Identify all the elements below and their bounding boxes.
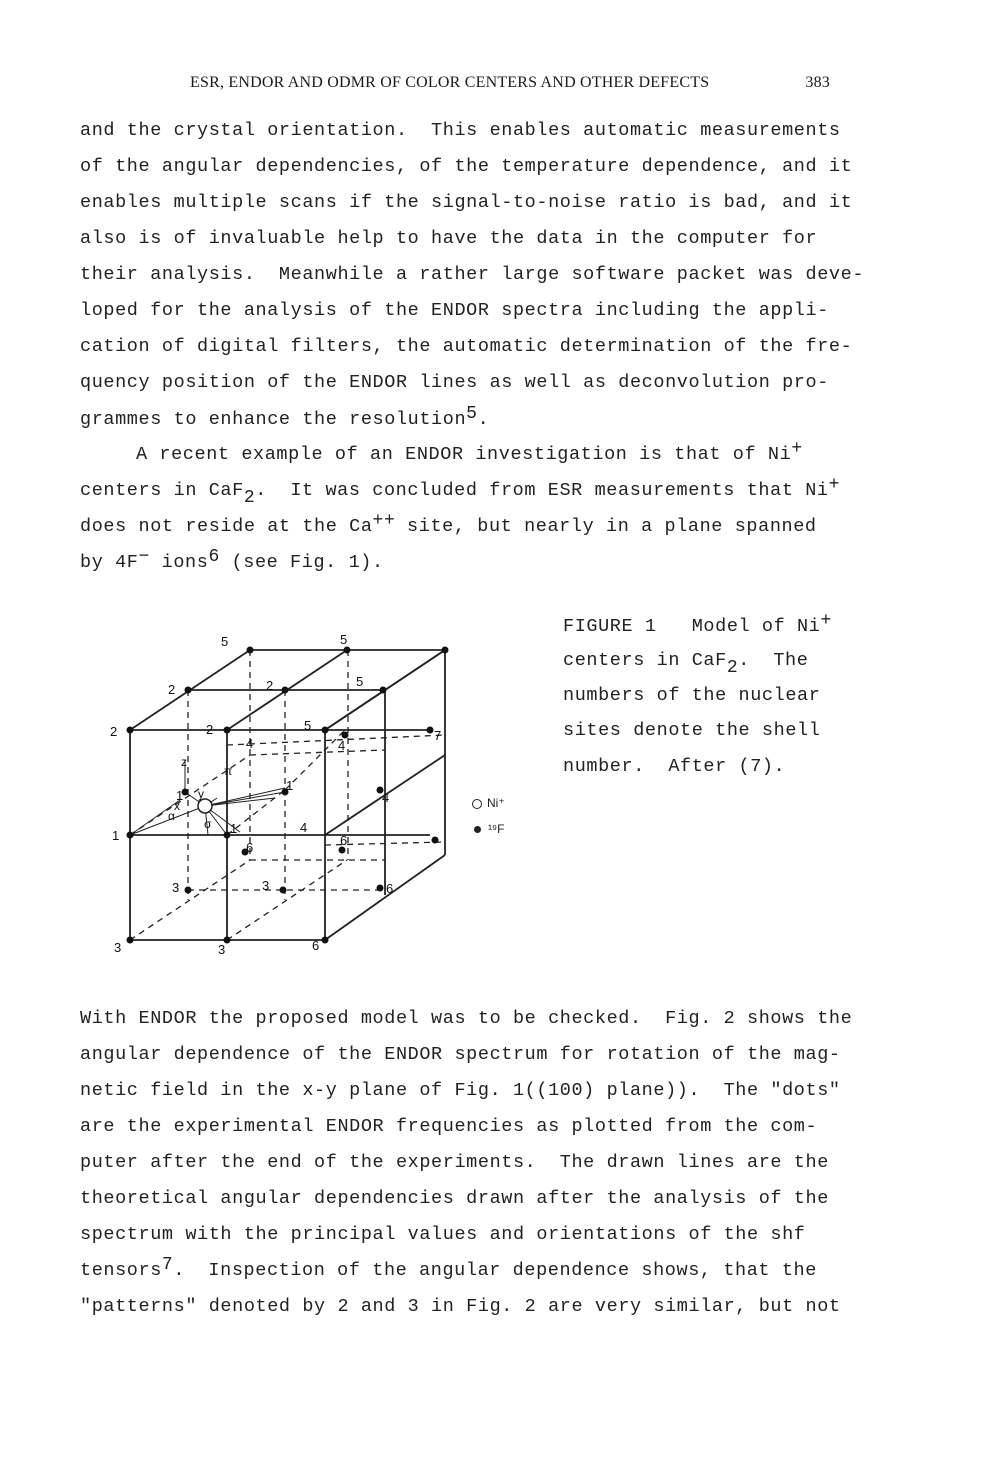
axis-label-y: y: [198, 787, 204, 801]
text-line: are the experimental ENDOR frequencies as plotted from the com-: [80, 1116, 818, 1137]
caption-line: sites denote the shell: [563, 720, 821, 741]
running-title: ESR, ENDOR AND ODMR OF COLOR CENTERS AND OTHER DEFECTS: [190, 74, 710, 91]
legend-label: Ni⁺: [487, 796, 505, 810]
shell-label: 2: [168, 682, 176, 697]
shell-label: 3: [114, 940, 122, 955]
open-circle-icon: [472, 799, 482, 809]
text-line: cation of digital filters, the automatic determination of the fre-: [80, 336, 853, 357]
text-run: . It was concluded from ESR measurements that Ni: [255, 480, 829, 501]
sigma-label: σ: [204, 817, 212, 831]
shell-label: 1: [230, 821, 238, 836]
alpha-label: α: [168, 809, 175, 823]
shell-label: 5: [304, 718, 312, 733]
text-run: (see Fig. 1).: [219, 552, 384, 573]
shell-label: 6: [386, 881, 394, 896]
nickel-ion: [198, 799, 212, 813]
legend-label: ¹⁹F: [488, 822, 505, 836]
pi-label: π: [224, 764, 233, 778]
text-line: loped for the analysis of the ENDOR spectra including the appli-: [80, 300, 829, 321]
reference-6: 6: [208, 547, 220, 567]
shell-label: 2: [206, 722, 214, 737]
text-run: A recent example of an ENDOR investigation is that of Ni: [136, 444, 792, 465]
text-line: also is of invaluable help to have the data in the computer for: [80, 228, 818, 249]
text-line: and the crystal orientation. This enables automatic measurements: [80, 120, 841, 141]
text-line: their analysis. Meanwhile a rather large software packet was deve-: [80, 264, 865, 285]
legend-nickel: [472, 796, 505, 810]
page-number: 383: [805, 74, 830, 91]
text-run: does not reside at the Ca: [80, 516, 373, 537]
axis-label-x: x: [174, 799, 180, 813]
text-run: ions: [149, 552, 209, 573]
caption-line: [563, 649, 809, 678]
text-line: [80, 511, 817, 539]
caption-line: number. After (7).: [563, 756, 786, 777]
shell-label: 2: [266, 678, 274, 693]
text-run: FIGURE 1 Model of Ni: [563, 616, 821, 637]
shell-label: 1: [112, 828, 120, 843]
caption-line: numbers of the nuclear: [563, 685, 821, 706]
shell-label: 5: [340, 632, 348, 647]
shell-label: 1: [176, 788, 184, 803]
axis-label-z: z: [181, 755, 187, 769]
text-run: by 4F: [80, 552, 139, 573]
text-line: of the angular dependencies, of the temperature dependence, and it: [80, 156, 853, 177]
text-line: puter after the end of the experiments. The drawn lines are the: [80, 1152, 829, 1173]
text-run: grammes to enhance the resolution: [80, 409, 467, 430]
shell-label: 6: [340, 833, 348, 848]
charge-superscript: ++: [372, 511, 396, 531]
text-line: theoretical angular dependencies drawn after the analysis of the: [80, 1188, 829, 1209]
text-run: . The: [738, 650, 809, 671]
running-header: [190, 74, 830, 98]
legend-fluorine: [472, 822, 504, 836]
shell-label: 3: [172, 880, 180, 895]
shell-label: 3: [218, 942, 226, 957]
subscript-2: 2: [726, 658, 739, 678]
reference-7: 7: [161, 1255, 174, 1275]
reference-5: 5: [466, 404, 478, 424]
shell-label: 5: [356, 674, 364, 689]
charge-superscript: +: [791, 439, 803, 459]
text-run: . Inspection of the angular dependence shows, that the: [173, 1260, 817, 1281]
shell-label: 5: [221, 634, 229, 649]
shell-label: 4: [246, 736, 254, 751]
text-line: [80, 475, 841, 508]
shell-label: 4: [382, 790, 390, 805]
shell-label: 1: [286, 778, 294, 793]
shell-label: 7: [434, 728, 442, 743]
text-line: spectrum with the principal values and orientations of the shf: [80, 1224, 806, 1245]
charge-superscript: −: [138, 547, 150, 567]
text-line: angular dependence of the ENDOR spectrum for rotation of the mag-: [80, 1044, 841, 1065]
shell-label: 4: [300, 820, 308, 835]
figure-1-lattice-diagram: [100, 620, 540, 965]
text-run: centers in CaF: [80, 480, 244, 501]
caption-line: [563, 611, 832, 639]
text-line: With ENDOR the proposed model was to be checked. Fig. 2 shows the: [80, 1008, 853, 1029]
text-run: .: [477, 409, 490, 430]
text-line: quency position of the ENDOR lines as well as deconvolution pro-: [80, 372, 829, 393]
text-line: [80, 404, 490, 432]
filled-dot-icon: [474, 826, 481, 833]
shell-label: 3: [262, 878, 270, 893]
text-line: enables multiple scans if the signal-to-noise ratio is bad, and it: [80, 192, 853, 213]
text-run: site, but nearly in a plane spanned: [395, 516, 817, 537]
shell-label: 6: [246, 840, 254, 855]
shell-label: 6: [312, 938, 320, 953]
text-run: tensors: [80, 1260, 162, 1281]
text-line: netic field in the x-y plane of Fig. 1((100) plane)). The "dots": [80, 1080, 841, 1101]
shell-label: 4: [338, 738, 346, 753]
text-line: [80, 547, 384, 575]
charge-superscript: +: [828, 475, 841, 495]
text-line: [136, 439, 803, 467]
text-line: "patterns" denoted by 2 and 3 in Fig. 2 are very similar, but not: [80, 1296, 841, 1317]
text-run: centers in CaF: [563, 650, 727, 671]
subscript-2: 2: [243, 488, 256, 508]
charge-superscript: +: [820, 611, 832, 631]
shell-label: 2: [110, 724, 118, 739]
text-line: [80, 1255, 817, 1283]
